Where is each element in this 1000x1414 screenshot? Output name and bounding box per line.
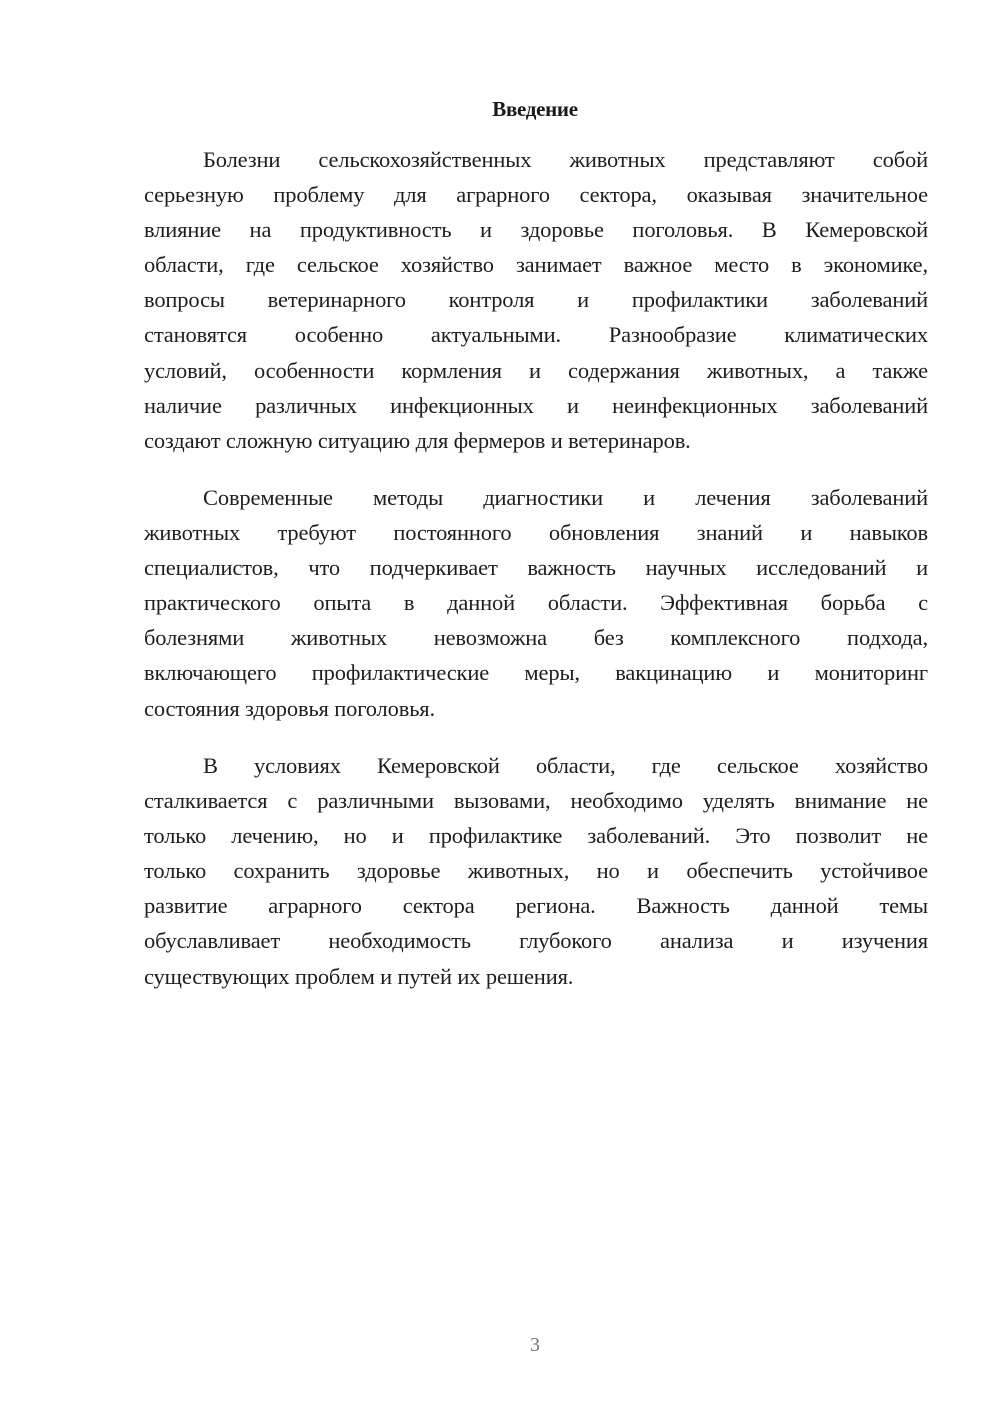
text-line: болезнями животных невозможна без комплексного подхода, — [144, 625, 928, 651]
page-number: 3 — [530, 1334, 540, 1356]
text-line: становятся особенно актуальными. Разнообразие климатических — [144, 322, 928, 348]
text-line: включающего профилактические меры, вакцинацию и мониторинг — [144, 660, 928, 686]
text-line: условий, особенности кормления и содержания животных, а также — [144, 357, 928, 383]
text-line: создают сложную ситуацию для фермеров и ветеринаров. — [144, 427, 691, 453]
text-line: серьезную проблему для аграрного сектора, оказывая значительное — [144, 182, 928, 208]
text-line: только лечению, но и профилактике заболеваний. Это позволит не — [144, 823, 928, 849]
text-line: В условиях Кемеровской области, где сельское хозяйство — [203, 753, 928, 778]
text-line: области, где сельское хозяйство занимает важное место в экономике, — [144, 252, 928, 278]
text-line: состояния здоровья поголовья. — [144, 695, 435, 721]
text-line: практического опыта в данной области. Эффективная борьба с — [144, 590, 928, 616]
text-line: Современные методы диагностики и лечения заболеваний — [203, 485, 928, 510]
paragraph-1 — [144, 142, 928, 458]
text-line: животных требуют постоянного обновления знаний и навыков — [144, 520, 928, 546]
text-line: только сохранить здоровье животных, но и обеспечить устойчивое — [144, 858, 928, 884]
text-line: наличие различных инфекционных и неинфекционных заболеваний — [144, 392, 928, 418]
text-line: сталкивается с различными вызовами, необходимо уделять внимание не — [144, 788, 928, 814]
text-line: влияние на продуктивность и здоровье поголовья. В Кемеровской — [144, 217, 928, 243]
text-line: специалистов, что подчеркивает важность научных исследований и — [144, 555, 928, 581]
text-line: вопросы ветеринарного контроля и профилактики заболеваний — [144, 287, 928, 313]
text-line: существующих проблем и путей их решения. — [144, 963, 574, 989]
text-line: обуславливает необходимость глубокого анализа и изучения — [144, 928, 928, 954]
paragraph-2 — [144, 480, 928, 726]
text-line: Болезни сельскохозяйственных животных представляют собой — [203, 147, 928, 172]
section-heading: Введение — [492, 97, 578, 121]
paragraph-3 — [144, 748, 928, 994]
text-line: развитие аграрного сектора региона. Важность данной темы — [144, 893, 928, 919]
